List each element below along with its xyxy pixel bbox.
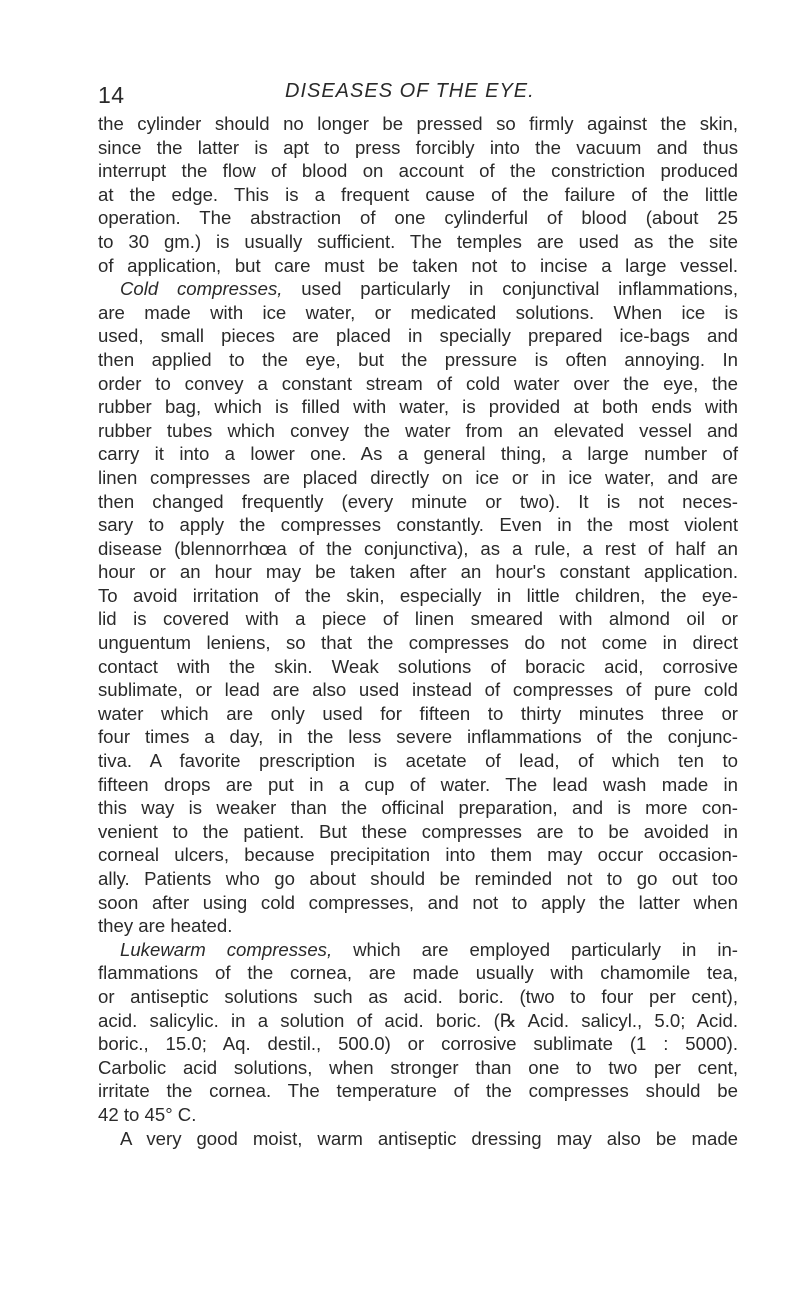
text-line: or antiseptic solutions such as acid. boric. (two to four per cent), <box>98 985 738 1007</box>
text-line: operation. The abstraction of one cylinderful of blood (about 25 <box>98 207 738 229</box>
text-line: irritate the cornea. The temperature of the compresses should be <box>98 1080 738 1102</box>
text-line: acid. salicylic. in a solution of acid. boric. (℞ Acid. salicyl., 5.0; Acid. <box>98 1009 738 1031</box>
body-text <box>98 112 738 1150</box>
page-header <box>98 80 738 112</box>
text-line: then applied to the eye, but the pressure is often annoying. In <box>98 348 738 370</box>
text-line: this way is weaker than the officinal preparation, and is more con- <box>98 797 738 819</box>
text-line: are made with ice water, or medicated solutions. When ice is <box>98 301 738 323</box>
text-line <box>98 277 738 301</box>
text-line: interrupt the flow of blood on account of the constriction produced <box>98 160 738 182</box>
text-line: A very good moist, warm antiseptic dressing may also be made <box>120 1127 738 1149</box>
text-line: rubber bag, which is filled with water, is provided at both ends with <box>98 396 738 418</box>
text-line: unguentum leniens, so that the compresses do not come in direct <box>98 632 738 654</box>
text-line: disease (blennorrhœa of the conjunctiva), as a rule, a rest of half an <box>98 537 738 559</box>
text-line: four times a day, in the less severe inflammations of the conjunc- <box>98 726 738 748</box>
text-line: lid is covered with a piece of linen smeared with almond oil or <box>98 608 738 630</box>
text-line <box>98 938 738 962</box>
text-line: then changed frequently (every minute or two). It is not neces- <box>98 490 738 512</box>
text-line: contact with the skin. Weak solutions of boracic acid, corrosive <box>98 655 738 677</box>
text-line: fifteen drops are put in a cup of water. The lead wash made in <box>98 773 738 795</box>
text-line: carry it into a lower one. As a general thing, a large number of <box>98 443 738 465</box>
subheading-cold-compresses: Cold compresses, <box>120 278 283 300</box>
text-line: at the edge. This is a frequent cause of the failure of the little <box>98 183 738 205</box>
text-line: flammations of the cornea, are made usually with chamomile tea, <box>98 962 738 984</box>
text-line: order to convey a constant stream of cold water over the eye, the <box>98 372 738 394</box>
text-line: they are heated. <box>98 915 233 937</box>
text-line: sublimate, or lead are also used instead of compresses of pure cold <box>98 679 738 701</box>
text-line: Carbolic acid solutions, when stronger than one to two per cent, <box>98 1056 738 1078</box>
text-run: which are employed particularly in in- <box>332 938 738 960</box>
text-line: To avoid irritation of the skin, especially in little children, the eye- <box>98 584 738 606</box>
text-line: 42 to 45° C. <box>98 1103 197 1125</box>
text-line: corneal ulcers, because precipitation into them may occur occasion- <box>98 844 738 866</box>
text-line: boric., 15.0; Aq. destil., 500.0) or corrosive sublimate (1 : 5000). <box>98 1033 738 1055</box>
text-line: of application, but care must be taken not to incise a large vessel. <box>98 254 738 276</box>
text-line: the cylinder should no longer be pressed so firmly against the skin, <box>98 113 738 134</box>
text-line: to 30 gm.) is usually sufficient. The temples are used as the site <box>98 230 738 252</box>
text-line: linen compresses are placed directly on ice or in ice water, and are <box>98 466 738 488</box>
running-title: DISEASES OF THE EYE. <box>285 80 535 102</box>
text-line: tiva. A favorite prescription is acetate of lead, of which ten to <box>98 750 738 772</box>
subheading-lukewarm-compresses: Lukewarm compresses, <box>120 938 333 960</box>
text-line: rubber tubes which convey the water from an elevated vessel and <box>98 419 738 441</box>
text-line: ally. Patients who go about should be reminded not to go out too <box>98 868 738 889</box>
text-line: since the latter is apt to press forcibly into the vacuum and thus <box>98 136 738 158</box>
page-number: 14 <box>98 82 125 108</box>
text-run: used particularly in conjunctival inflammations, <box>282 278 739 300</box>
text-line: hour or an hour may be taken after an hour's constant application. <box>98 561 738 583</box>
text-line: venient to the patient. But these compresses are to be avoided in <box>98 820 738 842</box>
text-line: soon after using cold compresses, and not to apply the latter when <box>98 891 738 913</box>
text-line: used, small pieces are placed in specially prepared ice-bags and <box>98 325 738 347</box>
text-line: water which are only used for fifteen to thirty minutes three or <box>98 702 738 724</box>
text-line: sary to apply the compresses constantly. Even in the most violent <box>98 514 738 536</box>
